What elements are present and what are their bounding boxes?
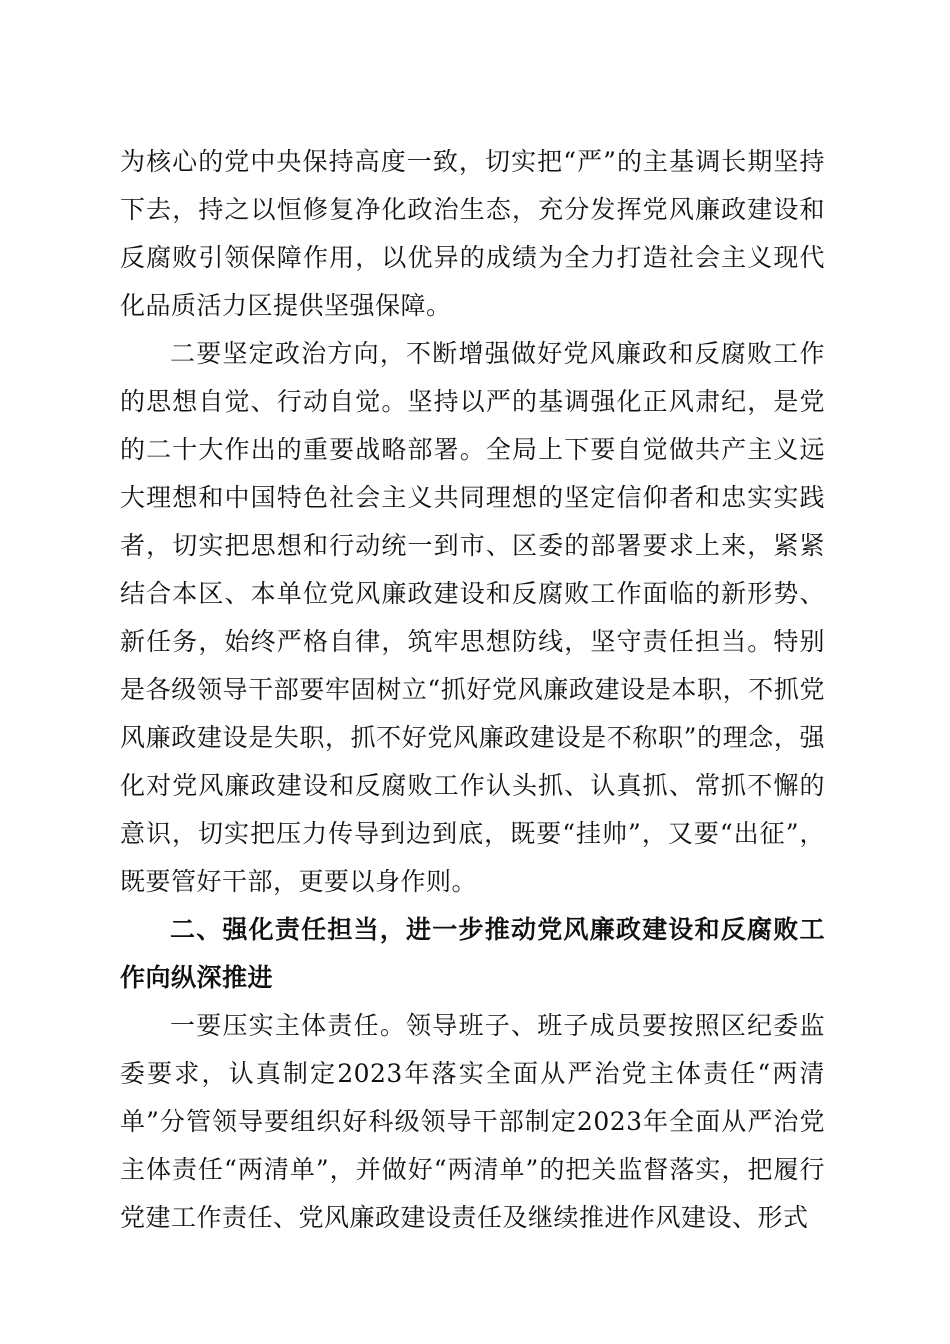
body-paragraph-3: 一要压实主体责任。领导班子、班子成员要按照区纪委监委要求，认真制定2023年落实全面从严治党主体责任“两清单”分管领导要组织好科级领导干部制定2023年全面从严治党主体责任“两清单”，并做好“两清单”的把关监督落实，把履行党建工作责任、党风廉政建设责任及继续推进作风建设、形式 <box>120 1011 825 1232</box>
body-paragraph-2: 二要坚定政治方向，不断增强做好党风廉政和反腐败工作的思想自觉、行动自觉。坚持以严的基调强化正风肃纪，是党的二十大作出的重要战略部署。全局上下要自觉做共产主义远大理想和中国特色社会主义共同理想的坚定信仰者和忠实实践者，切实把思想和行动统一到市、区委的部署要求上来，紧紧结合本区、本单位党风廉政建设和反腐败工作面临的新形势、新任务，始终严格自律，筑牢思想防线，坚守责任担当。特别是各级领导干部要牢固树立“抓好党风廉政建设是本职，不抓党风廉政建设是失职，抓不好党风廉政建设是不称职”的理念，强化对党风廉政建设和反腐败工作认头抓、认真抓、常抓不懈的意识，切实把压力传导到边到底，既要“挂帅”，又要“出征”，既要管好干部，更要以身作则。 <box>120 339 825 896</box>
section-heading: 二、强化责任担当，进一步推动党风廉政建设和反腐败工作向纵深推进 <box>120 915 825 992</box>
body-paragraph-1: 为核心的党中央保持高度一致，切实把“严”的主基调长期坚持下去，持之以恒修复净化政治生态，充分发挥党风廉政建设和反腐败引领保障作用，以优异的成绩为全力打造社会主义现代化品质活力区提供坚强保障。 <box>120 147 825 320</box>
document-body <box>120 138 825 1242</box>
